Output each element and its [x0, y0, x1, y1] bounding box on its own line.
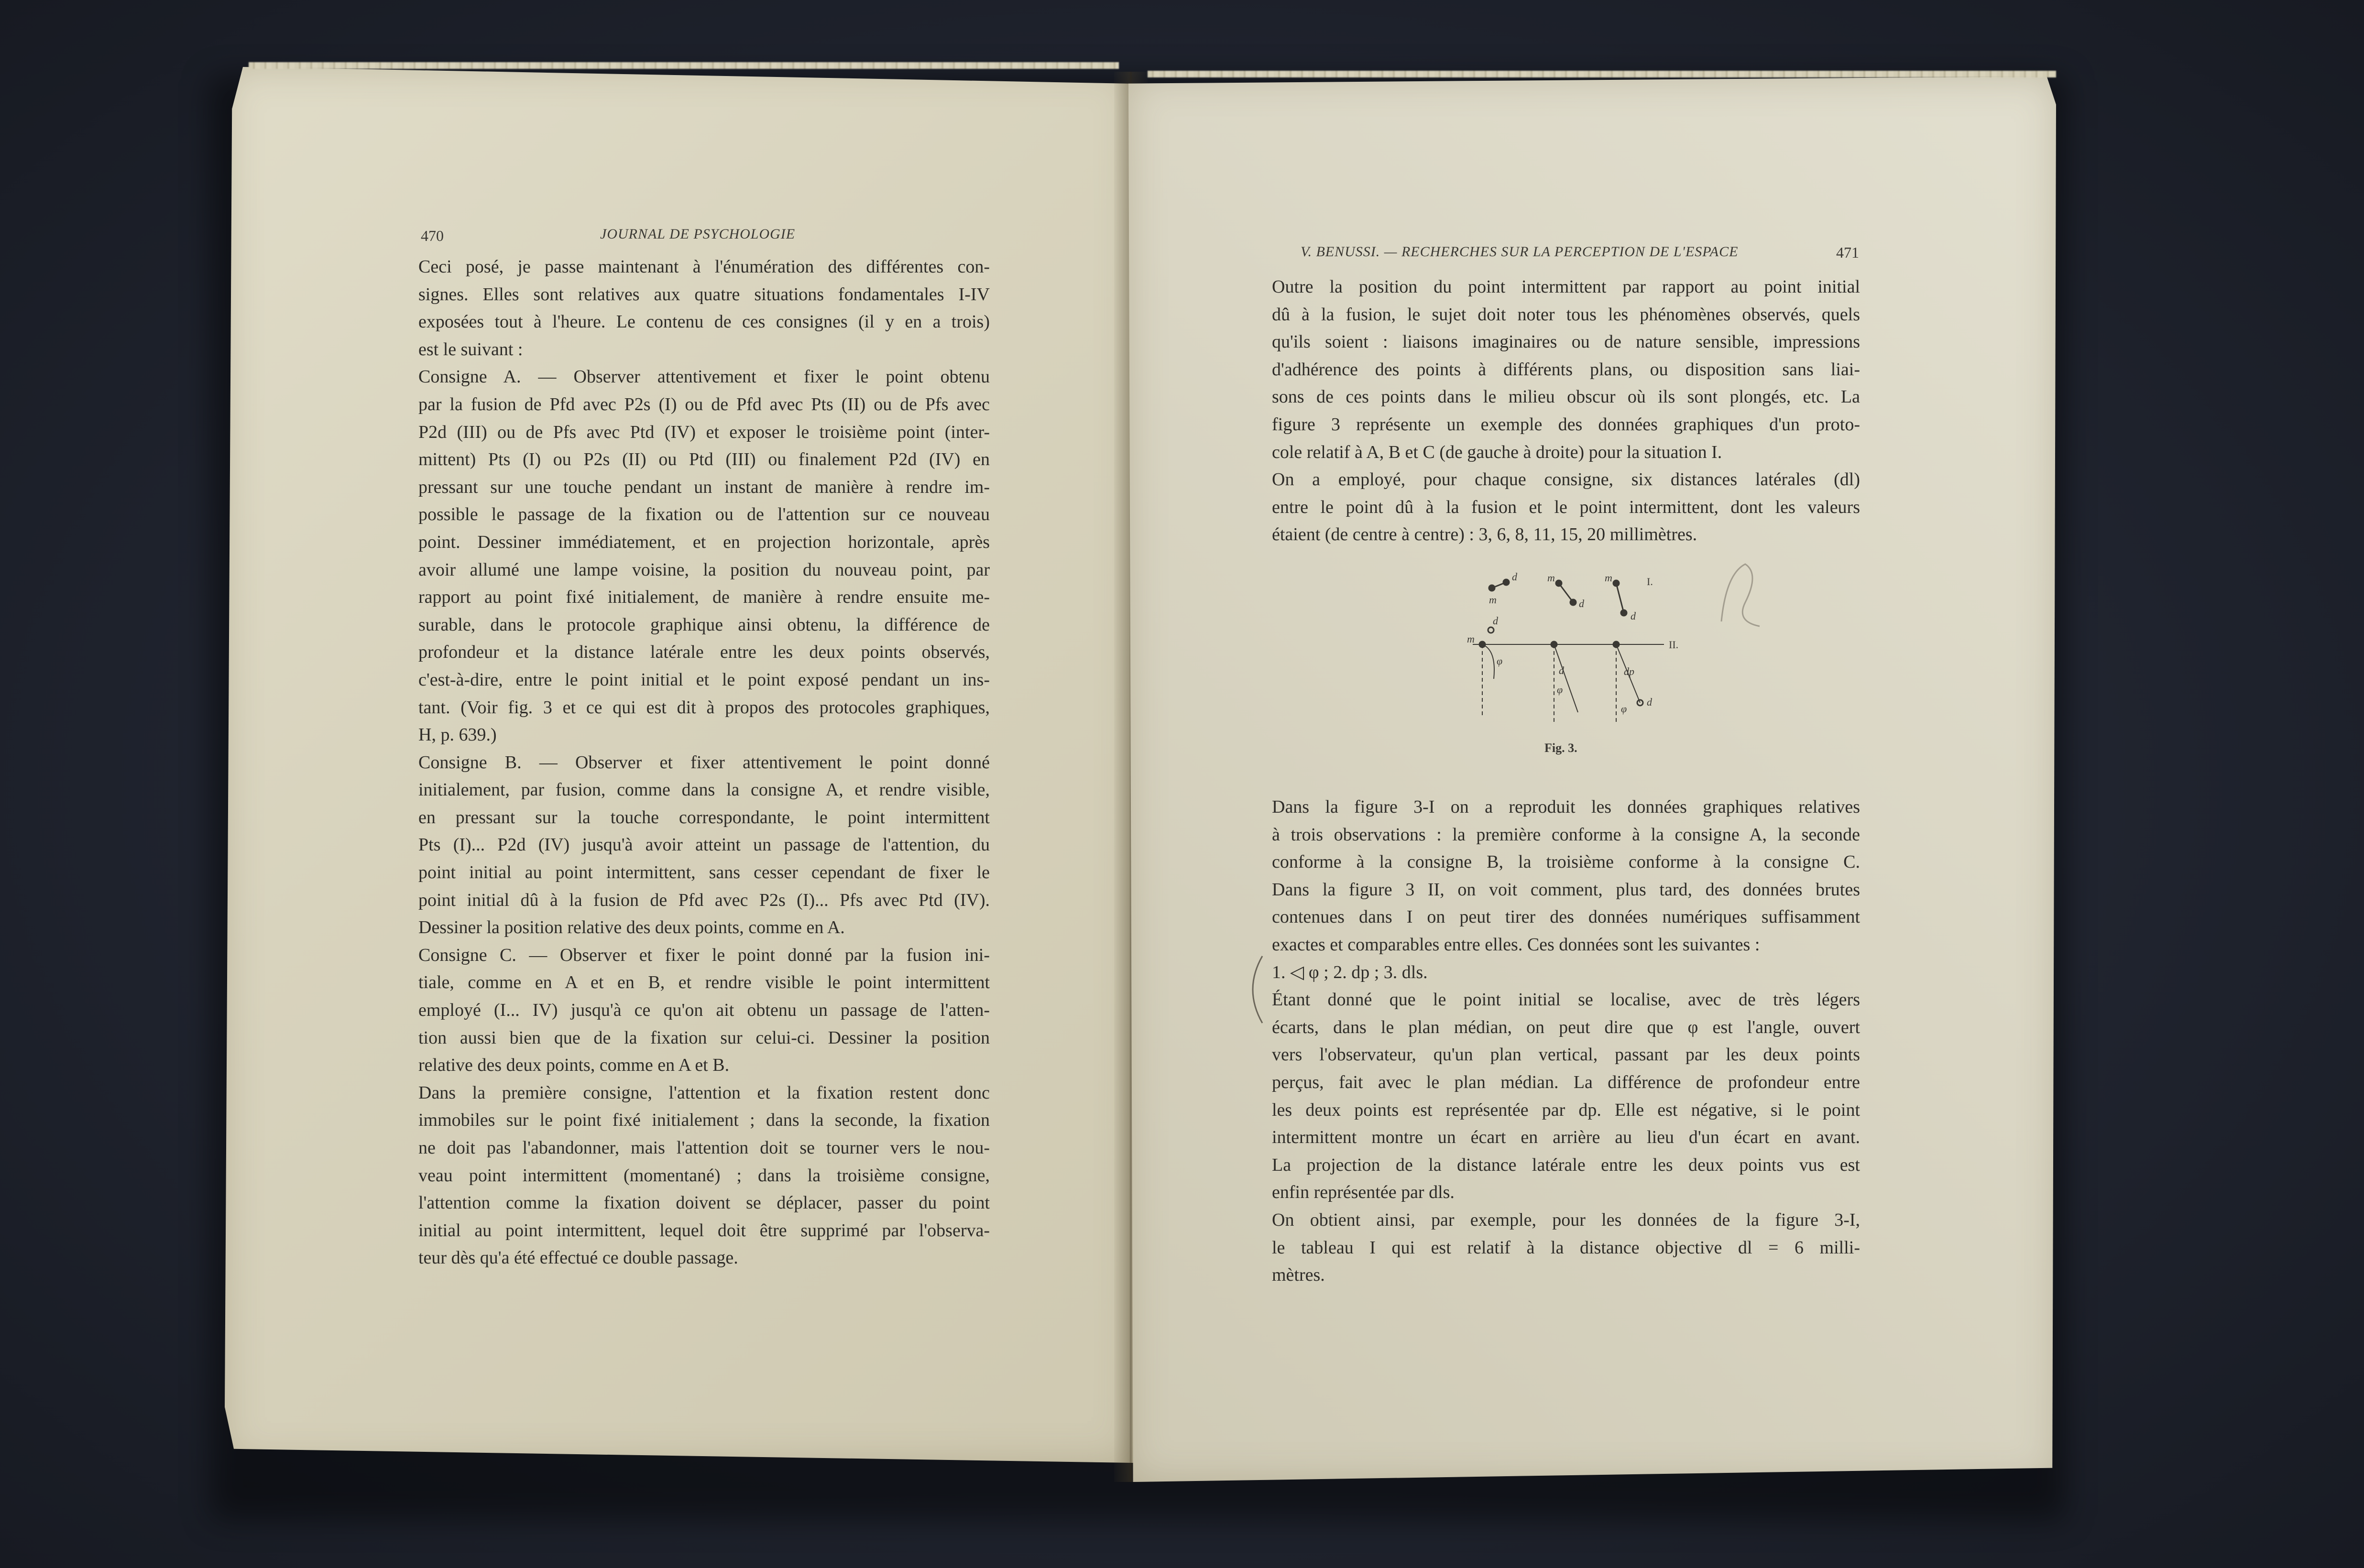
text-line: tiale, comme en A et en B, et rendre visible le point intermittent [418, 972, 990, 993]
text-line: le tableau I qui est relatif à la distance objective dl = 6 milli- [1272, 1237, 1860, 1258]
text-line: Ceci posé, je passe maintenant à l'énumération des différentes con- [418, 257, 990, 277]
text-line: P2d (III) ou de Pfs avec Ptd (IV) et exposer le troisième point (inter- [418, 422, 990, 442]
pencil-scribble-mark [1712, 555, 1769, 631]
text-line: La projection de la distance latérale entre les deux points vus est [1272, 1154, 1860, 1175]
fig-point-d4 [1488, 627, 1494, 633]
text-line: figure 3 représente un exemple des données graphiques d'un proto- [1272, 414, 1860, 435]
text-line: qu'ils soient : liaisons imaginaires ou de nature sensible, impressions [1272, 332, 1860, 352]
fig-label-m3: m [1605, 572, 1612, 584]
text-line: point initial dû à la fusion de Pfd avec P2s (I)... Pfs avec Ptd (IV). [418, 890, 990, 910]
fig-label-phi3: φ [1621, 703, 1627, 715]
text-line: H, p. 639.) [418, 725, 497, 745]
text-line: Consigne A. — Observer attentivement et fixer le point obtenu [418, 367, 990, 387]
text-line: point initial au point intermittent, sans cesser cependant de fixer le [418, 862, 990, 883]
text-line: signes. Elles sont relatives aux quatre situations fondamentales I-IV [418, 284, 990, 305]
figure-3-caption: Fig. 3. [1544, 741, 1577, 755]
right-page-deckle-edge [1148, 71, 2056, 77]
text-line: écarts, dans le plan médian, on peut dire que φ est l'angle, ouvert [1272, 1017, 1860, 1037]
text-line: c'est-à-dire, entre le point initial et le point exposé pendant un ins- [418, 669, 990, 690]
text-line: initial au point intermittent, lequel doit être supprimé par l'observa- [418, 1220, 990, 1241]
text-line: intermittent montre un écart en arrière au lieu d'un écart en avant. [1272, 1127, 1860, 1148]
left-page-deckle-edge [249, 62, 1119, 69]
text-line: l'attention comme la fixation doivent se déplacer, passer du point [418, 1193, 990, 1213]
fig-line-5 [1554, 644, 1578, 712]
pencil-bracket-mark [1234, 951, 1272, 1028]
right-page-body-top [1272, 273, 1860, 549]
text-line: contenues dans I on peut tirer des données numériques suffisamment [1272, 907, 1860, 927]
text-line: sons de ces points dans le milieu obscur où ils sont plongés, etc. La [1272, 387, 1860, 407]
text-line: en pressant sur la touche correspondante, le point intermittent [418, 807, 990, 828]
text-line: mètres. [1272, 1265, 1325, 1285]
left-page-body [418, 253, 990, 1272]
text-line: étaient (de centre à centre) : 3, 6, 8, 11, 15, 20 millimètres. [1272, 524, 1697, 545]
text-line: d'adhérence des points à différents plans, ou disposition sans liai- [1272, 359, 1860, 380]
text-line: teur dès qu'a été effectué ce double passage. [418, 1248, 738, 1268]
text-line: tant. (Voir fig. 3 et ce qui est dit à propos des protocoles graphiques, [418, 697, 990, 718]
fig-label-m1: m [1489, 594, 1497, 606]
fig-label-dp: dp [1624, 665, 1634, 677]
fig-label-d2: d [1579, 598, 1584, 610]
text-line: profondeur et la distance latérale entre les deux points observés, [418, 642, 990, 663]
fig-label-phi1: φ [1497, 655, 1503, 667]
fig-line-3 [1616, 583, 1624, 613]
text-line: Consigne B. — Observer et fixer attentivement le point donné [418, 752, 990, 773]
text-line: ne doit pas l'abandonner, mais l'attention doit se tourner vers le nou- [418, 1138, 990, 1158]
left-page-number: 470 [421, 227, 444, 244]
text-line: enfin représentée par dls. [1272, 1182, 1455, 1203]
text-line: Dans la première consigne, l'attention et la fixation restent donc [418, 1082, 990, 1103]
text-line: point. Dessiner immédiatement, et en projection horizontale, après [418, 532, 990, 552]
text-line: initialement, par fusion, comme dans la consigne A, et rendre visible, [418, 780, 990, 800]
text-line: Pts (I)... P2d (IV) jusqu'à avoir atteint un passage de l'attention, du [418, 835, 990, 855]
fig-label-m2: m [1547, 572, 1555, 584]
text-line: Étant donné que le point initial se localise, avec de très légers [1272, 990, 1860, 1010]
fig-label-d1: d [1512, 571, 1517, 583]
text-line: On a employé, pour chaque consigne, six distances latérales (dl) [1272, 469, 1860, 490]
text-line: Dessiner la position relative des deux points, comme en A. [418, 917, 845, 938]
text-line: les deux points est représentée par dp. Elle est négative, si le point [1272, 1100, 1860, 1120]
text-line: vers l'observateur, qu'un plan vertical, passant par les deux points [1272, 1045, 1860, 1065]
text-line: Consigne C. — Observer et fixer le point donné par la fusion ini- [418, 945, 990, 965]
fig-label-d6: d [1647, 696, 1652, 708]
text-line: mittent) Pts (I) ou P2s (II) ou Ptd (III) ou finalement P2d (IV) en [418, 449, 990, 470]
right-page-body-bottom [1272, 794, 1860, 1289]
text-line: dû à la fusion, le sujet doit noter tous les phénomènes observés, quels [1272, 304, 1860, 325]
text-line: immobiles sur le point fixé initialement ; dans la seconde, la fixation [418, 1110, 990, 1131]
text-line: exposées tout à l'heure. Le contenu de ces consignes (il y en a trois) [418, 312, 990, 332]
text-line: 1. ◁ φ ; 2. dp ; 3. dls. [1272, 962, 1428, 982]
text-line: cole relatif à A, B et C (de gauche à droite) pour la situation I. [1272, 442, 1722, 462]
fig-line-2 [1559, 583, 1573, 602]
text-line: veau point intermittent (momentané) ; dans la troisième consigne, [418, 1165, 990, 1186]
left-running-head: JOURNAL DE PSYCHOLOGIE [600, 226, 796, 242]
text-line: employé (I... IV) jusqu'à ce qu'on ait obtenu un passage de l'atten- [418, 1000, 990, 1021]
text-line: par la fusion de Pfd avec P2s (I) ou de Pfd avec Pts (II) ou de Pfs avec [418, 394, 990, 414]
text-line: relative des deux points, comme en A et B. [418, 1055, 730, 1076]
fig-label-d4: d [1493, 615, 1498, 627]
text-line: conforme à la consigne B, la troisième conforme à la consigne C. [1272, 852, 1860, 872]
text-line: à trois observations : la première conforme à la consigne A, la seconde [1272, 824, 1860, 845]
text-line: possible le passage de la fixation ou de l'attention sur ce nouveau [418, 504, 990, 525]
right-running-head: V. BENUSSI. — RECHERCHES SUR LA PERCEPTION DE L'ESPACE [1301, 244, 1739, 260]
text-line: est le suivant : [418, 339, 523, 359]
text-line: pressant sur une touche pendant un instant de manière à rendre im- [418, 477, 990, 497]
text-line: entre le point dû à la fusion et le point intermittent, dont les valeurs [1272, 497, 1860, 517]
fig-label-phi2: φ [1557, 684, 1563, 696]
fig-label-row-II: II. [1669, 639, 1679, 651]
fig-label-row-I: I. [1647, 576, 1653, 588]
right-page-number: 471 [1836, 244, 1859, 261]
text-line: Dans la figure 3-I on a reproduit les données graphiques relatives [1272, 797, 1860, 817]
text-line: On obtient ainsi, par exemple, pour les données de la figure 3-I, [1272, 1209, 1860, 1230]
figure-3-diagram [1463, 569, 1693, 741]
fig-label-d3: d [1631, 610, 1636, 622]
text-line: Dans la figure 3 II, on voit comment, plus tard, des données brutes [1272, 879, 1860, 900]
fig-label-m4: m [1467, 633, 1475, 645]
fig-label-d5: d [1559, 664, 1564, 676]
text-line: surable, dans le protocole graphique ainsi obtenu, la différence de [418, 614, 990, 635]
text-line: perçus, fait avec le plan médian. La différence de profondeur entre [1272, 1072, 1860, 1092]
text-line: Outre la position du point intermittent par rapport au point initial [1272, 277, 1860, 297]
text-line: rapport au point fixé initialement, de manière à rendre ensuite me- [418, 587, 990, 608]
text-line: avoir allumé une lampe voisine, la position du nouveau point, par [418, 559, 990, 580]
text-line: tion aussi bien que de la fixation sur celui-ci. Dessiner la position [418, 1027, 990, 1048]
text-line: exactes et comparables entre elles. Ces données sont les suivantes : [1272, 934, 1760, 955]
fig-arc-1 [1482, 644, 1494, 679]
